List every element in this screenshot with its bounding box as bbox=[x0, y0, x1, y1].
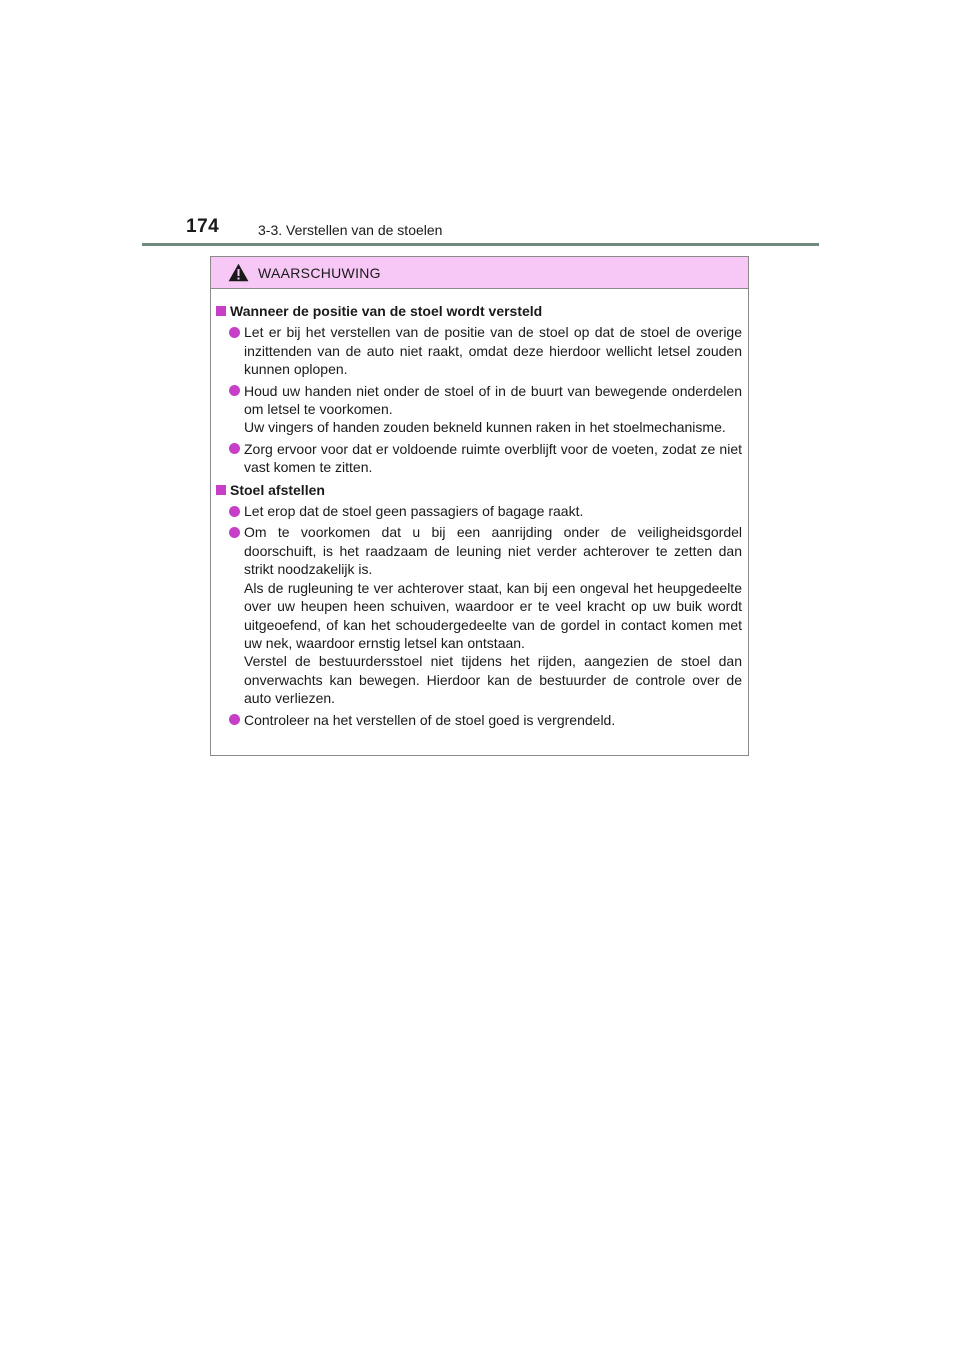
paragraph: Houd uw handen niet onder de stoel of in de buurt van bewegende onderdelen om letsel te voorkomen. bbox=[244, 382, 742, 418]
paragraph: Controleer na het verstellen of de stoel goed is vergrendeld. bbox=[244, 711, 616, 728]
list-item-text bbox=[244, 711, 742, 729]
paragraph: Uw vingers of handen zouden bekneld kunnen raken in het stoelmechanisme. bbox=[244, 419, 726, 436]
warning-body bbox=[211, 289, 748, 729]
subsection-seat-adjust bbox=[216, 481, 742, 729]
circle-bullet-icon bbox=[229, 527, 240, 538]
list-item-text bbox=[244, 323, 742, 378]
list-item bbox=[216, 323, 742, 378]
paragraph: Let erop dat de stoel geen passagiers of bagage raakt. bbox=[244, 503, 584, 520]
circle-bullet-icon bbox=[229, 443, 240, 454]
list-item-text bbox=[244, 382, 742, 437]
list-item-text bbox=[244, 502, 742, 520]
warning-title: WAARSCHUWING bbox=[258, 264, 381, 281]
circle-bullet-icon bbox=[229, 327, 240, 338]
warning-triangle-icon bbox=[228, 263, 249, 282]
warning-header bbox=[211, 257, 748, 289]
list-item-text bbox=[244, 440, 742, 477]
warning-box bbox=[210, 256, 749, 756]
header-rule bbox=[142, 243, 819, 246]
list-item bbox=[216, 440, 742, 477]
subsection-heading-text: Wanneer de positie van de stoel wordt versteld bbox=[230, 303, 543, 319]
paragraph: Verstel de bestuurdersstoel niet tijdens het rijden, aangezien de stoel dan onverwachts kan bewegen. Hierdoor kan de bestuurder de controle over de auto verliezen. bbox=[244, 653, 742, 707]
paragraph: Als de rugleuning te ver achterover staat, kan bij een ongeval het heupgedeelte over uw heupen heen schuiven, waardoor er te veel kracht op uw buik wordt uitgeoefend, of kan het schoudergedeelte van de gordel in contact komen met uw nek, waardoor ernstig letsel kan ontstaan. bbox=[244, 579, 742, 651]
page-number: 174 bbox=[186, 216, 220, 237]
list-item bbox=[216, 711, 742, 729]
subsection-heading-text: Stoel afstellen bbox=[230, 481, 325, 498]
paragraph: Let er bij het verstellen van de positie van de stoel op dat de stoel de overige inzittenden van de auto niet raakt, omdat deze hierdoor wellicht letsel zouden kunnen oplopen. bbox=[244, 324, 742, 378]
list-item-text bbox=[244, 523, 742, 707]
subsection-seat-position bbox=[216, 302, 742, 477]
list-item bbox=[216, 523, 742, 707]
subsection-heading bbox=[216, 302, 742, 320]
circle-bullet-icon bbox=[229, 506, 240, 517]
subsection-heading bbox=[216, 481, 742, 499]
paragraph: Om te voorkomen dat u bij een aanrijding onder de veiligheidsgordel doorschuift, is het raadzaam de leuning niet verder achterover te zetten dan strikt noodzakelijk is. bbox=[244, 524, 742, 578]
circle-bullet-icon bbox=[229, 385, 240, 396]
section-title: 3-3. Verstellen van de stoelen bbox=[258, 222, 443, 238]
square-bullet-icon bbox=[216, 306, 226, 316]
square-bullet-icon bbox=[216, 485, 226, 495]
circle-bullet-icon bbox=[229, 714, 240, 725]
paragraph: Zorg ervoor voor dat er voldoende ruimte overblijft voor de voeten, zodat ze niet vast komen te zitten. bbox=[244, 440, 742, 476]
list-item bbox=[216, 502, 742, 520]
list-item bbox=[216, 382, 742, 437]
